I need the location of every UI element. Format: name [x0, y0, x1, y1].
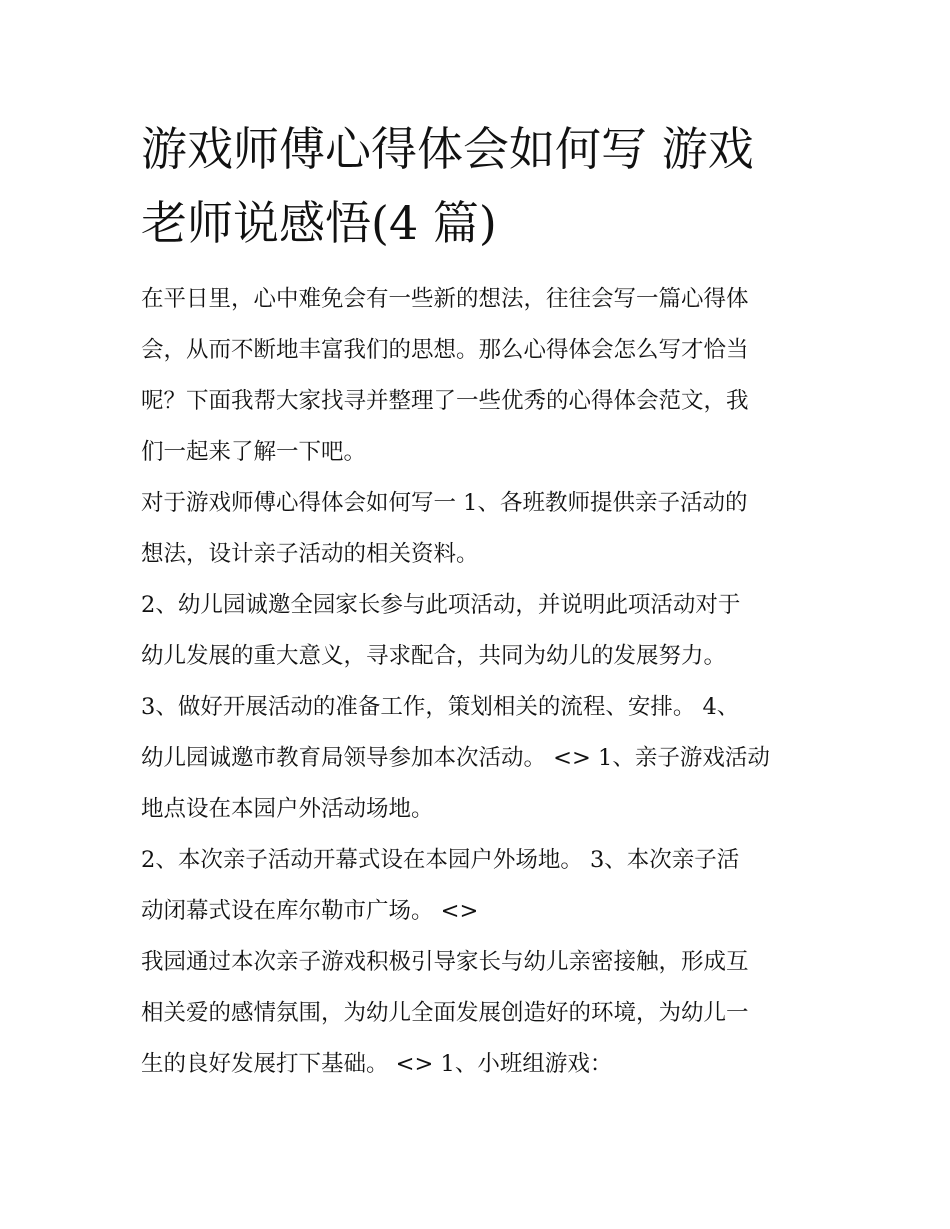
title-line-1: 游戏师傅心得体会如何写 游戏: [141, 122, 754, 176]
paragraph-line: 在平日里，心中难免会有一些新的想法，往往会写一篇心得体: [141, 286, 749, 312]
paragraph-item-2: [141, 580, 831, 682]
paragraph-line: 3、做好开展活动的准备工作，策划相关的流程、安排。 4、: [141, 694, 740, 720]
paragraph-line: 2、本次亲子活动开幕式设在本园户外场地。 3、本次亲子活: [141, 847, 740, 873]
paragraph-line: 2、幼儿园诚邀全园家长参与此项活动，并说明此项活动对于: [141, 592, 741, 618]
paragraph-line: 我园通过本次亲子游戏积极引导家长与幼儿亲密接触，形成互: [141, 949, 749, 975]
paragraph-item-5: [141, 937, 831, 1090]
document-body: [141, 274, 831, 1090]
paragraph-intro: [141, 274, 831, 478]
title-line-2: 老师说感悟(4 篇): [141, 196, 497, 250]
paragraph-item-4: [141, 835, 831, 937]
document-title: [141, 112, 821, 260]
paragraph-item-1: [141, 478, 831, 580]
paragraph-line: 会，从而不断地丰富我们的思想。那么心得体会怎么写才恰当: [141, 337, 749, 363]
paragraph-line: 呢？下面我帮大家找寻并整理了一些优秀的心得体会范文，我: [141, 388, 749, 414]
paragraph-line: 幼儿发展的重大意义，寻求配合，共同为幼儿的发展努力。: [141, 643, 727, 669]
paragraph-item-3: [141, 682, 831, 835]
paragraph-line: 动闭幕式设在库尔勒市广场。 <>: [141, 898, 479, 924]
paragraph-line: 们一起来了解一下吧。: [141, 439, 367, 465]
paragraph-line: 相关爱的感情氛围，为幼儿全面发展创造好的环境，为幼儿一: [141, 1000, 749, 1026]
paragraph-line: 想法，设计亲子活动的相关资料。: [141, 541, 479, 567]
paragraph-line: 生的良好发展打下基础。 <> 1、小班组游戏：: [141, 1051, 613, 1077]
paragraph-line: 幼儿园诚邀市教育局领导参加本次活动。 <> 1、亲子游戏活动: [141, 745, 770, 771]
paragraph-line: 对于游戏师傅心得体会如何写一 1、各班教师提供亲子活动的: [141, 490, 748, 516]
paragraph-line: 地点设在本园户外活动场地。: [141, 796, 434, 822]
